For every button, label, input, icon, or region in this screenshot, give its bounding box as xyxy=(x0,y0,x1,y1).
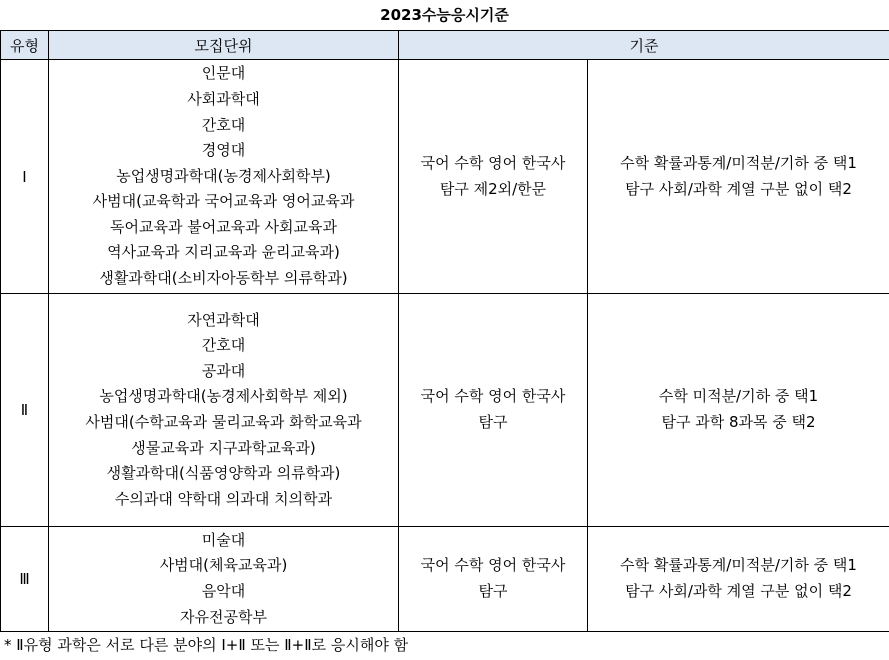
subject-line: 탐구 xyxy=(478,582,508,600)
unit-item: 인문대 xyxy=(201,64,246,83)
unit-item: 공과대 xyxy=(201,361,246,380)
table-row-type-3 xyxy=(1,527,889,632)
requirement-line: 수학 확률과통계/미적분/기하 중 택1 xyxy=(620,153,857,172)
header-unit: 모집단위 xyxy=(49,31,399,60)
unit-item: 사범대(수학교육과 물리교육과 화학교육과 xyxy=(85,413,362,431)
unit-item: 간호대 xyxy=(201,115,246,134)
type-cell: Ⅰ xyxy=(1,60,49,294)
unit-item: 농업생명과학대(농경제사회학부) xyxy=(116,166,331,185)
units-cell xyxy=(49,527,399,632)
header-type: 유형 xyxy=(1,31,49,60)
subject-line: 국어 수학 영어 한국사 xyxy=(420,387,566,406)
type-cell: Ⅱ xyxy=(1,294,49,527)
requirement-line: 탐구 과학 8과목 중 택2 xyxy=(661,413,816,431)
subject-line: 탐구 제2외/한문 xyxy=(439,179,547,198)
unit-item: 생물교육과 지구과학교육과) xyxy=(131,438,316,457)
unit-item: 생활과학대(소비자아동학부 의류학과) xyxy=(99,269,348,288)
subject-line: 국어 수학 영어 한국사 xyxy=(420,153,566,172)
subjects-cell xyxy=(399,60,588,294)
table-title: 2023수능응시기준 xyxy=(380,6,509,24)
footnote: * Ⅱ유형 과학은 서로 다른 분야의 Ⅰ+Ⅱ 또는 Ⅱ+Ⅱ로 응시해야 함 xyxy=(4,636,409,654)
header-row xyxy=(1,31,889,60)
unit-item: 사범대(교육학과 국어교육과 영어교육과 xyxy=(92,192,355,211)
subject-line: 탐구 xyxy=(478,413,508,431)
admission-criteria-table xyxy=(0,30,889,632)
unit-item: 자유전공학부 xyxy=(180,607,267,626)
requirement-line: 탐구 사회/과학 계열 구분 없이 택2 xyxy=(625,179,852,198)
unit-item: 간호대 xyxy=(201,336,246,355)
table-row-type-1 xyxy=(1,60,889,294)
unit-item: 미술대 xyxy=(201,530,246,549)
unit-item: 음악대 xyxy=(201,582,246,600)
units-cell xyxy=(49,294,399,527)
unit-item: 생활과학대(식품영양학과 의류학과) xyxy=(106,464,341,483)
requirement-line: 수학 미적분/기하 중 택1 xyxy=(658,387,819,406)
requirements-cell xyxy=(588,60,889,294)
unit-item: 농업생명과학대(농경제사회학부 제외) xyxy=(99,387,348,406)
unit-item: 역사교육과 지리교육과 윤리교육과) xyxy=(107,243,340,262)
unit-item: 경영대 xyxy=(201,141,246,160)
type-cell: Ⅲ xyxy=(1,527,49,632)
unit-item: 자연과학대 xyxy=(187,310,260,329)
units-cell xyxy=(49,60,399,294)
unit-item: 수의과대 약학대 의과대 치의학과 xyxy=(114,489,333,508)
requirement-line: 수학 확률과통계/미적분/기하 중 택1 xyxy=(620,556,857,575)
unit-item: 독어교육과 불어교육과 사회교육과 xyxy=(110,217,337,236)
requirements-cell xyxy=(588,527,889,632)
header-criteria: 기준 xyxy=(399,31,889,60)
subject-line: 국어 수학 영어 한국사 xyxy=(420,556,566,575)
subjects-cell xyxy=(399,294,588,527)
subjects-cell xyxy=(399,527,588,632)
requirement-line: 탐구 사회/과학 계열 구분 없이 택2 xyxy=(625,582,852,600)
table-row-type-2 xyxy=(1,294,889,527)
unit-item: 사회과학대 xyxy=(187,89,260,108)
unit-item: 사범대(체육교육과) xyxy=(159,556,288,575)
requirements-cell xyxy=(588,294,889,527)
